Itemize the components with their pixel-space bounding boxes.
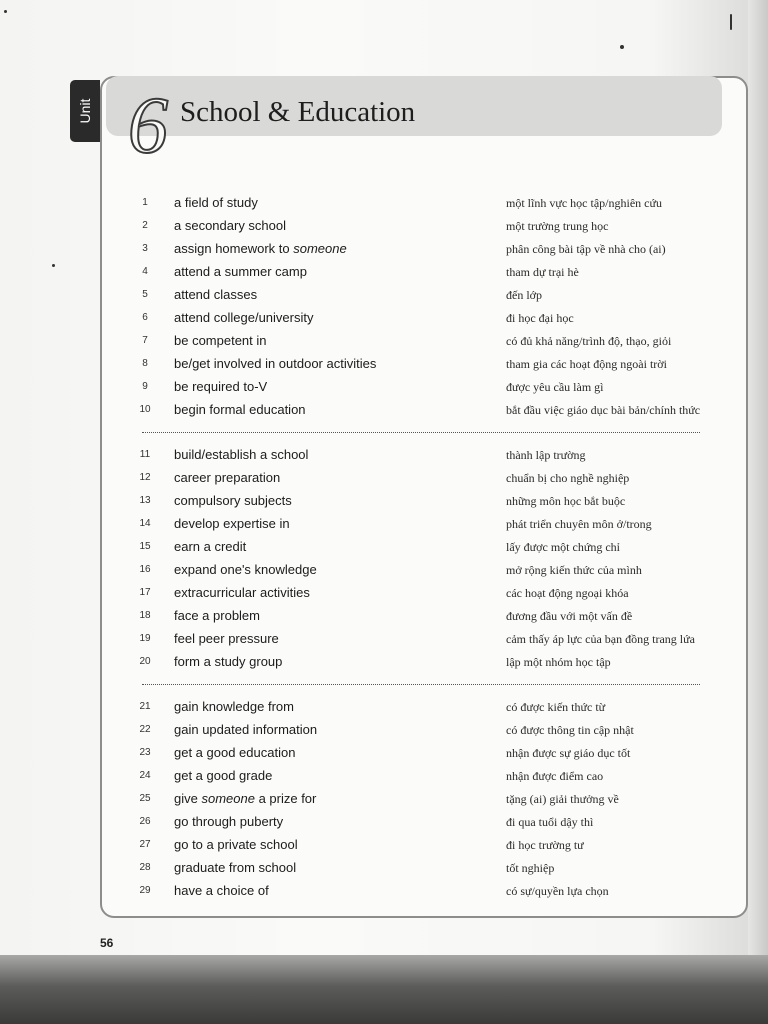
vietnamese-translation: một lĩnh vực học tập/nghiên cứu (506, 196, 662, 210)
vocab-row (130, 696, 710, 718)
vocab-row (130, 880, 710, 902)
vocab-row (130, 399, 710, 421)
entry-number: 21 (139, 701, 151, 712)
english-phrase: feel peer pressure (174, 631, 279, 646)
page-number: 56 (100, 936, 114, 950)
vietnamese-translation: phân công bài tập về nhà cho (ai) (506, 242, 666, 256)
english-phrase: extracurricular activities (174, 585, 310, 600)
english-phrase: go to a private school (174, 837, 298, 852)
scan-speck (620, 45, 624, 49)
entry-number: 1 (142, 197, 148, 208)
vocab-row (130, 742, 710, 764)
entry-number: 14 (139, 518, 151, 529)
english-phrase: graduate from school (174, 860, 297, 875)
vietnamese-translation: thành lập trường (506, 448, 586, 462)
english-phrase: career preparation (174, 470, 281, 485)
english-phrase: attend classes (174, 287, 258, 302)
phrase-part: a prize for (254, 791, 317, 806)
english-phrase (174, 240, 347, 258)
english-phrase: attend college/university (174, 310, 314, 325)
vocab-row (130, 330, 710, 352)
vocab-row (130, 215, 710, 237)
vocab-row (130, 467, 710, 489)
english-phrase: get a good grade (174, 768, 273, 783)
vietnamese-translation: có được kiến thức từ (506, 700, 606, 714)
vietnamese-translation: có được thông tin cập nhật (506, 723, 634, 737)
english-phrase: develop expertise in (174, 516, 290, 531)
vocab-row (130, 811, 710, 833)
vietnamese-translation: các hoạt động ngoại khóa (506, 586, 629, 600)
vietnamese-translation: tham gia các hoạt động ngoài trời (506, 357, 667, 371)
vietnamese-translation: lập một nhóm học tập (506, 655, 611, 669)
entry-number: 26 (139, 816, 151, 827)
vietnamese-translation: có đủ khả năng/trình độ, thạo, giỏi (506, 334, 672, 348)
vocab-row (130, 559, 710, 581)
vocab-row (130, 192, 710, 214)
vocab-row (130, 605, 710, 627)
vietnamese-translation: được yêu cầu làm gì (506, 380, 604, 394)
vietnamese-translation: tốt nghiệp (506, 861, 555, 875)
entry-number: 7 (142, 335, 148, 346)
entry-number: 23 (139, 747, 151, 758)
entry-number: 12 (139, 472, 151, 483)
vocab-row (130, 651, 710, 673)
vocab-row (130, 284, 710, 306)
english-phrase: get a good education (174, 745, 296, 760)
vietnamese-translation: những môn học bắt buộc (506, 494, 626, 508)
entry-number: 4 (142, 266, 148, 277)
english-phrase: earn a credit (174, 539, 247, 554)
vocab-row (130, 238, 710, 260)
scan-speck (52, 264, 55, 267)
english-phrase: gain updated information (174, 722, 318, 737)
page-title: School & Education (180, 96, 416, 128)
entry-number: 20 (139, 656, 151, 667)
english-phrase (174, 790, 316, 808)
english-phrase: face a problem (174, 608, 260, 623)
vocab-row (130, 834, 710, 856)
entry-number: 5 (142, 289, 148, 300)
vietnamese-translation: có sự/quyền lựa chọn (506, 884, 609, 898)
entry-number: 8 (142, 358, 148, 369)
unit-tab-label: Unit (77, 98, 93, 124)
phrase-part: assign homework to (174, 241, 294, 256)
vocab-row (130, 353, 710, 375)
english-phrase: compulsory subjects (174, 493, 292, 508)
vietnamese-translation: đi qua tuổi dậy thì (506, 815, 594, 829)
vocab-row (130, 307, 710, 329)
entry-number: 27 (139, 839, 151, 850)
vietnamese-translation: đi học trường tư (506, 838, 584, 852)
entry-number: 13 (139, 495, 151, 506)
entry-number: 18 (139, 610, 151, 621)
entry-number: 3 (142, 243, 148, 254)
scan-shadow (0, 955, 768, 1024)
phrase-part: give (174, 791, 202, 806)
vietnamese-translation: nhận được điểm cao (506, 769, 604, 783)
vocab-row (130, 857, 710, 879)
entry-number: 2 (142, 220, 148, 231)
vietnamese-translation: cảm thấy áp lực của bạn đồng trang lứa (506, 632, 695, 646)
entry-number: 6 (142, 312, 148, 323)
vietnamese-translation: tặng (ai) giải thưởng về (506, 792, 619, 806)
entry-number: 16 (139, 564, 151, 575)
english-phrase: be competent in (174, 333, 267, 348)
vocab-row (130, 444, 710, 466)
english-phrase: build/establish a school (174, 447, 309, 462)
vietnamese-translation: lấy được một chứng chỉ (506, 540, 620, 554)
section-divider (142, 684, 700, 685)
english-phrase: go through puberty (174, 814, 284, 829)
vocab-row (130, 261, 710, 283)
vietnamese-translation: phát triển chuyên môn ở/trong (506, 517, 652, 531)
vietnamese-translation: một trường trung học (506, 219, 609, 233)
entry-number: 9 (142, 381, 148, 392)
scan-speck (4, 10, 7, 13)
vocab-row (130, 536, 710, 558)
entry-number: 19 (139, 633, 151, 644)
vocab-row (130, 628, 710, 650)
vocab-row (130, 582, 710, 604)
english-phrase: gain knowledge from (174, 699, 294, 714)
vocab-row (130, 490, 710, 512)
entry-number: 17 (139, 587, 151, 598)
entry-number: 11 (139, 449, 151, 460)
vietnamese-translation: chuẩn bị cho nghề nghiệp (506, 471, 630, 485)
english-phrase: expand one's knowledge (174, 562, 317, 577)
english-phrase: be required to-V (174, 379, 268, 394)
vietnamese-translation: bắt đầu việc giáo dục bài bản/chính thức (506, 403, 701, 417)
english-phrase: a field of study (174, 195, 258, 210)
section-divider (142, 432, 700, 433)
entry-number: 29 (139, 885, 151, 896)
entry-number: 15 (139, 541, 151, 552)
vietnamese-translation: nhận được sự giáo dục tốt (506, 746, 631, 760)
vietnamese-translation: đến lớp (506, 288, 543, 302)
entry-number: 24 (139, 770, 151, 781)
english-phrase: begin formal education (174, 402, 306, 417)
vietnamese-translation: tham dự trại hè (506, 265, 579, 279)
vietnamese-translation: mở rộng kiến thức của mình (506, 563, 642, 577)
english-phrase: attend a summer camp (174, 264, 307, 279)
vietnamese-translation: đi học đại học (506, 311, 574, 325)
english-phrase: a secondary school (174, 218, 287, 233)
scan-speck (730, 14, 732, 30)
entry-number: 10 (139, 404, 151, 415)
entry-number: 22 (139, 724, 151, 735)
vietnamese-translation: đương đầu với một vấn đề (506, 609, 633, 623)
vocab-row (130, 719, 710, 741)
entry-number: 28 (139, 862, 151, 873)
phrase-italic: someone (201, 791, 255, 806)
unit-number: 6 (128, 82, 168, 170)
phrase-italic: someone (293, 241, 347, 256)
entry-number: 25 (139, 793, 151, 804)
english-phrase: form a study group (174, 654, 283, 669)
vocab-row (130, 788, 710, 810)
english-phrase: have a choice of (174, 883, 269, 898)
page-edge (748, 0, 768, 960)
vocab-row (130, 765, 710, 787)
unit-tab (70, 80, 100, 142)
vocab-row (130, 513, 710, 535)
vocab-row (130, 376, 710, 398)
english-phrase: be/get involved in outdoor activities (174, 356, 377, 371)
